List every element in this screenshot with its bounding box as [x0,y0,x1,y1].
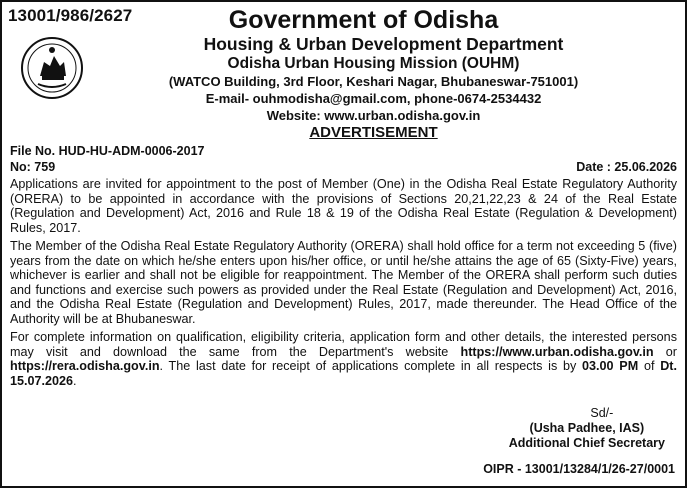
contact-details: E-mail- ouhmodisha@gmail.com, phone-0674-2534432 [205,91,542,106]
file-number: File No. HUD-HU-ADM-0006-2017 [10,144,205,158]
paragraph-3: For complete information on qualification, eligibility criteria, application form and other details, the interested persons may visit and download the same from the Department's website https://www.urban.odisha.gov.in or https://rera.odisha.gov.in. The last date for receipt of applications complete in all respects is by 03.00 PM of Dt. 15.07.2026. [10,330,677,388]
mission-name: Odisha Urban Housing Mission (OUHM) [227,55,520,72]
reference-number: 13001/986/2627 [8,6,133,25]
advertisement-body [10,177,677,392]
website-line: Website: www.urban.odisha.gov.in [266,108,481,123]
department-name: Housing & Urban Development Department [203,34,564,54]
deadline-time: 03.00 PM [582,359,639,373]
government-title: Government of Odisha [228,6,499,34]
advertisement-heading: ADVERTISEMENT [309,124,438,141]
deadline-date: Dt. 15.07.2026 [10,359,677,388]
office-address: (WATCO Building, 3rd Floor, Keshari Nagar, Bhubaneswar-751001) [168,74,579,89]
signatory-name: (Usha Padhee, IAS) [529,421,645,435]
oipr-number: OIPR - 13001/13284/1/26-27/0001 [483,462,675,476]
notice-date: Date : 25.06.2026 [576,160,677,174]
notice-number: No: 759 [10,160,56,174]
letterhead [2,6,685,141]
signatory-designation: Additional Chief Secretary [508,436,665,450]
paragraph-1: Applications are invited for appointment to the post of Member (One) in the Odisha Real Estate Regulatory Authority (ORERA) to be appointed in accordance with the provisions of Sections 20,21,22,23 & 24 of the Real Estate (Regulation and Development) Act, 2016 and Rule 18 & 19 of the Odisha Real Estate (Regulation & Development) Rules, 2017. [10,177,677,235]
paragraph-2: The Member of the Odisha Real Estate Regulatory Authority (ORERA) shall hold office for a term not exceeding 5 (five) years from the date on which he/she enters upon his/her office, or until he/she attains the age of 65 (Sixty-Five) years, whichever is earlier and shall not be eligible for reappointment. The Member of the ORERA shall perform such duties and functions and exercise such powers as provided under the Real Estate (Regulation and Development) Act, 2016, and the Odisha Real Estate (Regulation and Development) Rules, 2017, made thereunder. The Head Office of the Authority will be at Bhubaneswar. [10,239,677,326]
website-link-1[interactable]: https://www.urban.odisha.gov.in [460,344,654,359]
signature-block [509,406,665,451]
signed-mark: Sd/- [590,406,614,420]
file-meta [10,143,677,175]
website-link-2[interactable]: https://rera.odisha.gov.in [10,359,160,373]
